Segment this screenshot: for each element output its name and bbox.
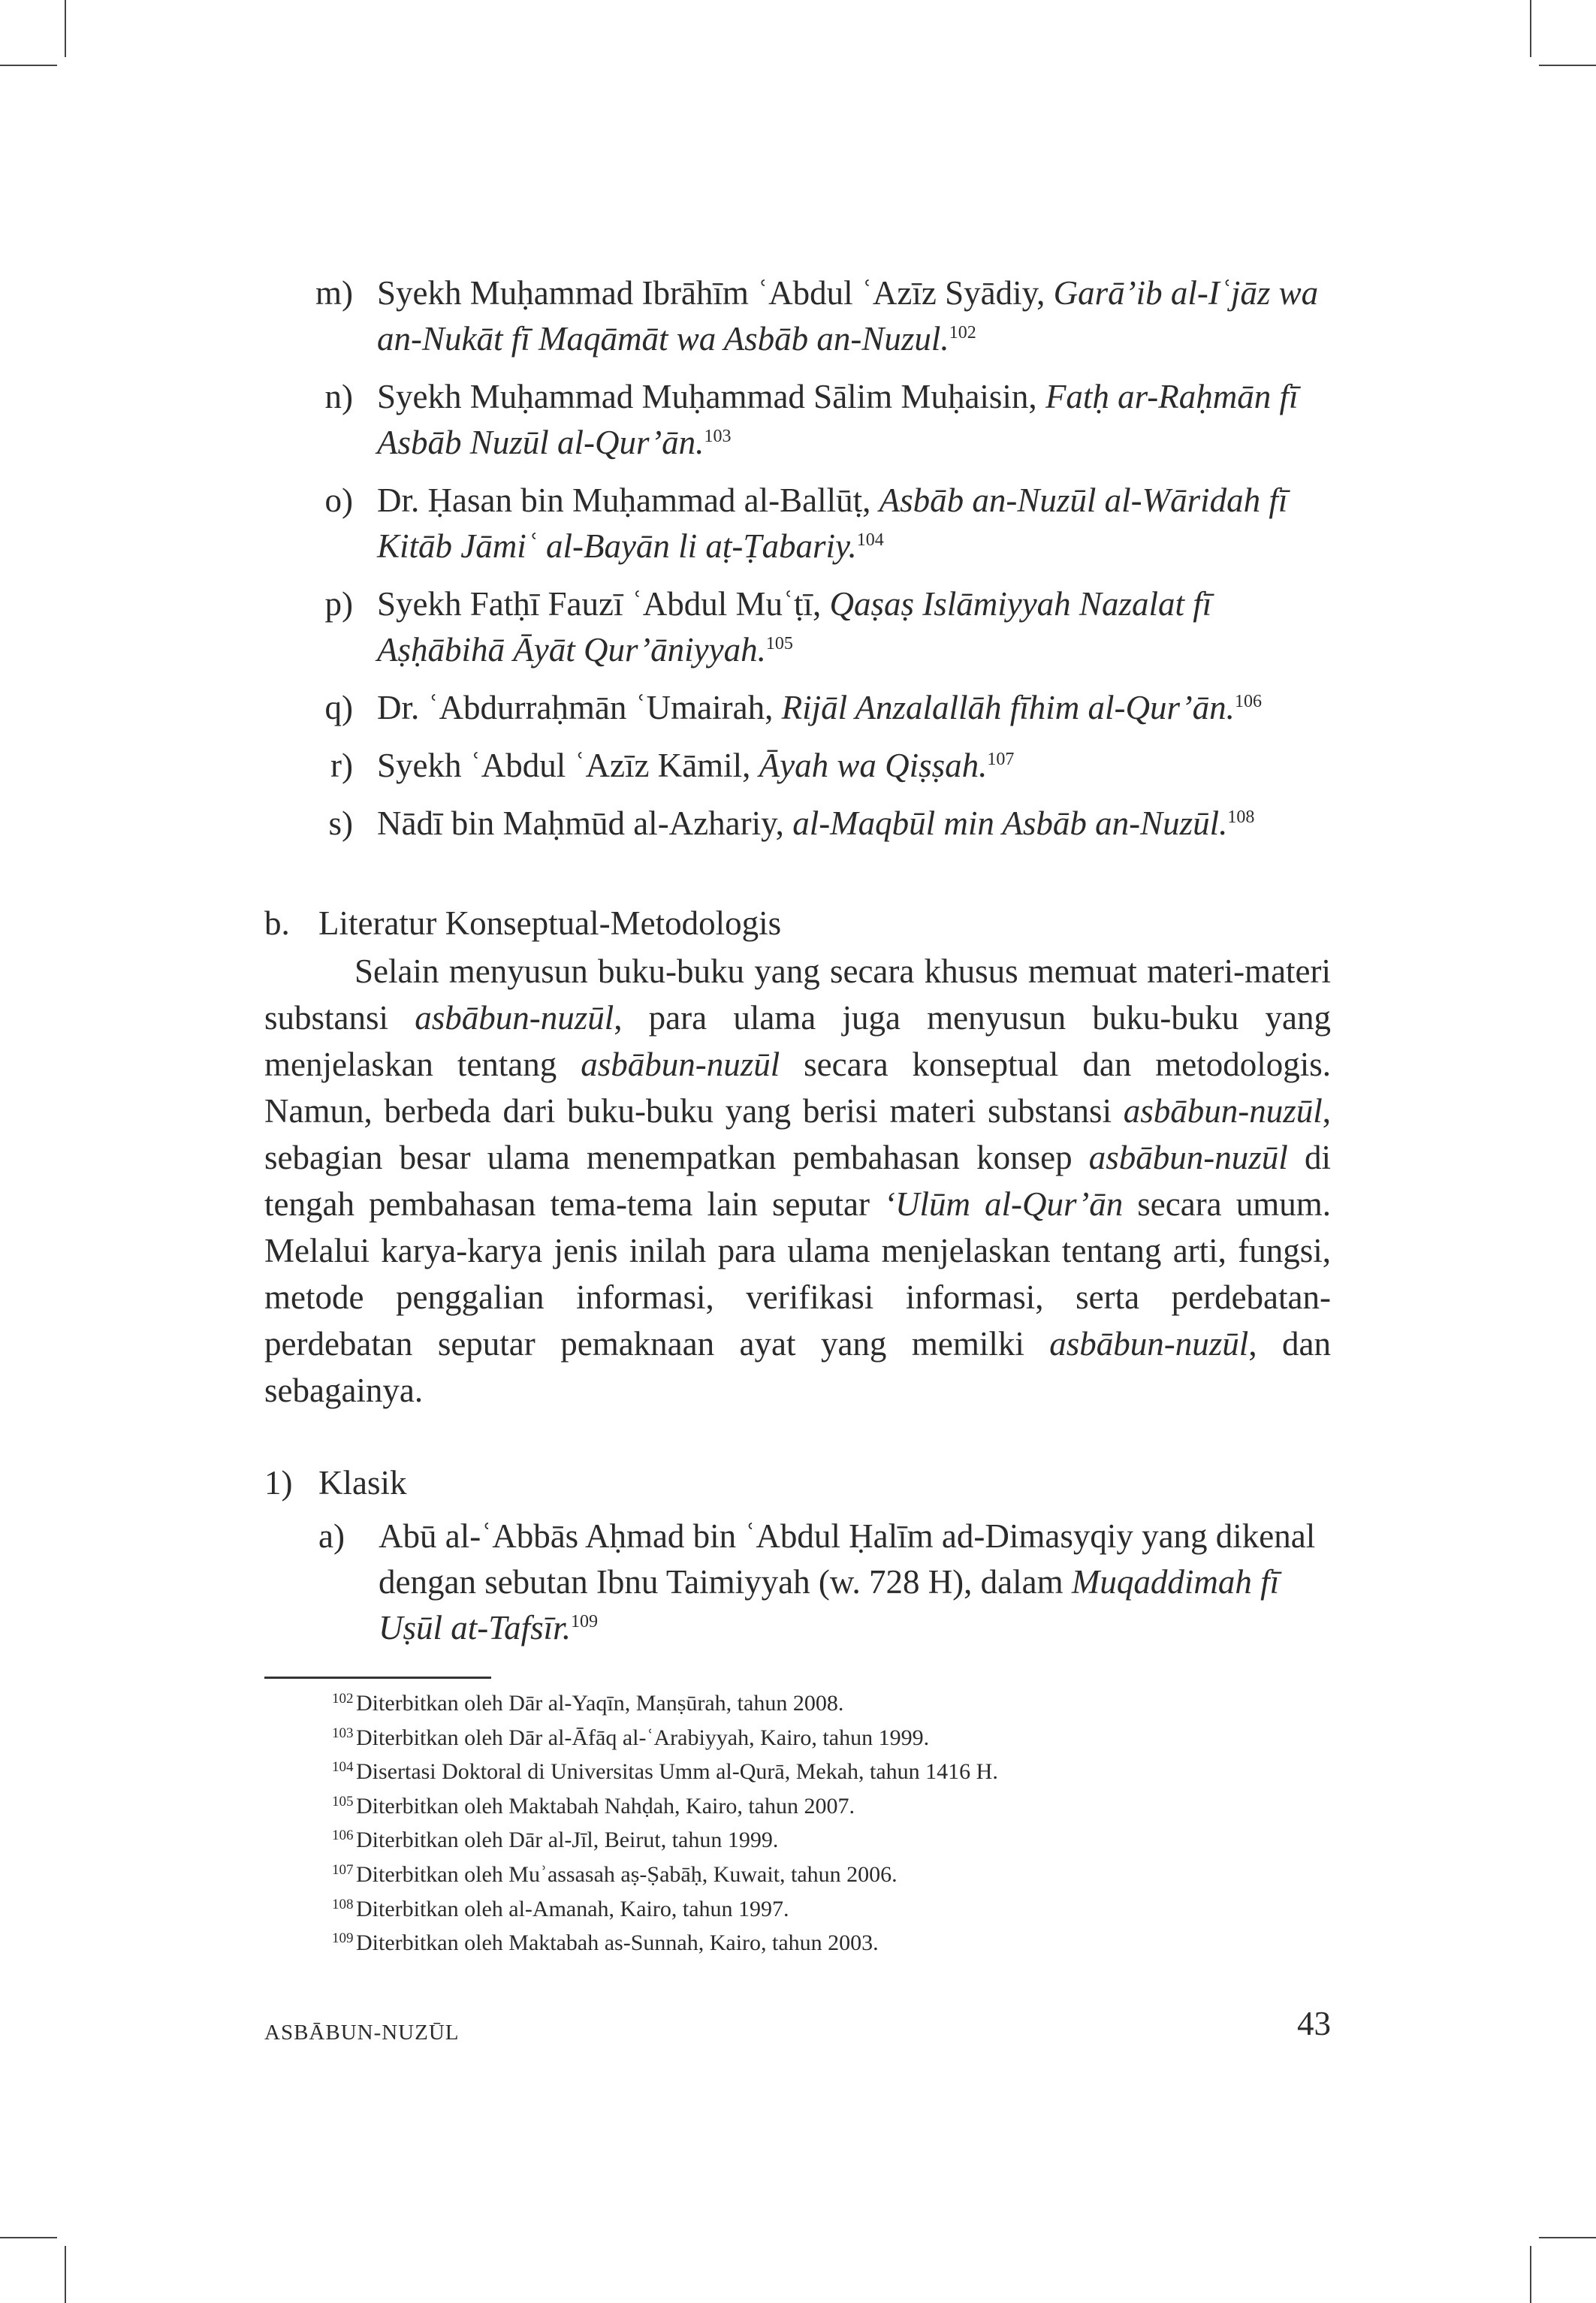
list-item — [264, 581, 1331, 673]
list-item — [264, 685, 1331, 731]
crop-mark — [0, 65, 57, 66]
list-item — [264, 801, 1331, 847]
footnote-ref[interactable]: 109 — [570, 1612, 598, 1631]
body-paragraph — [264, 948, 1331, 1414]
footnote — [264, 1789, 1331, 1824]
crop-mark — [1539, 65, 1596, 66]
item-title: al-Maqbūl min Asbāb an-Nuzūl. — [792, 804, 1228, 842]
footnote — [264, 1858, 1331, 1892]
footnote-ref[interactable]: 102 — [949, 323, 976, 343]
list-marker: m) — [315, 274, 353, 312]
footnote — [264, 1686, 1331, 1721]
paragraph-text: di tengah pembahasan tema-tema lain seputar — [264, 1139, 1331, 1223]
item-text: Syekh Fatḥī Fauzī ʿAbdul Muʿṭī, — [377, 585, 830, 623]
list-item — [264, 270, 1331, 362]
footnote-text: Diterbitkan oleh Dār al-Āfāq al-ʿArabiyyah, Kairo, tahun 1999. — [356, 1725, 930, 1750]
item-text: Dr. Ḥasan bin Muḥammad al-Ballūṭ, — [377, 481, 879, 519]
footnote-text: Disertasi Doktoral di Universitas Umm al-Qurā, Mekah, tahun 1416 H. — [356, 1759, 998, 1785]
footnote-text: Diterbitkan oleh al-Amanah, Kairo, tahun 1997. — [356, 1896, 789, 1921]
paragraph-text: , sebagian besar ulama menempatkan pembahasan konsep — [264, 1092, 1331, 1176]
item-text: Abū al-ʿAbbās Aḥmad bin ʿAbdul Ḥalīm ad-Dimasyqiy yang dikenal dengan sebutan Ibnu Taimiyyah (w. 728 H), dalam — [379, 1517, 1316, 1601]
reference-list — [264, 270, 1331, 847]
item-title: Muqaddimah fī Uṣūl at-Tafsīr. — [379, 1563, 1280, 1647]
footnote-number: 103 — [332, 1725, 354, 1741]
page-body — [264, 270, 1331, 1960]
italic-term: asbābun-nuzūl — [581, 1046, 780, 1083]
item-title: Garā’ib al-Iʿjāz wa an-Nukāt fī Maqāmāt wa Asbāb an-Nuzul. — [377, 274, 1319, 358]
italic-term: asbābun-nuzūl — [1088, 1139, 1288, 1176]
item-text: Syekh Muḥammad Muḥammad Sālim Muḥaisin, — [377, 378, 1045, 415]
footnote-number: 106 — [332, 1828, 354, 1844]
list-marker: q) — [324, 689, 353, 726]
footnote-number: 108 — [332, 1896, 354, 1912]
list-item — [264, 374, 1331, 466]
item-text: Dr. ʿAbdurraḥmān ʿUmairah, — [377, 689, 782, 726]
list-marker: p) — [324, 585, 353, 623]
footnote-ref[interactable]: 105 — [765, 634, 793, 653]
footnote-text: Diterbitkan oleh Dār al-Jīl, Beirut, tahun 1999. — [356, 1828, 779, 1853]
list-marker: n) — [324, 378, 353, 415]
footnote-number: 102 — [332, 1691, 354, 1707]
crop-mark — [65, 2246, 66, 2303]
footnote — [264, 1721, 1331, 1755]
section-title: Literatur Konseptual-Metodologis — [318, 904, 782, 942]
list-marker: r) — [330, 747, 353, 784]
list-item — [264, 478, 1331, 569]
italic-term: asbābun-nuzūl — [1123, 1092, 1323, 1130]
crop-mark — [0, 2237, 57, 2238]
section-heading — [264, 901, 1331, 946]
footnote-text: Diterbitkan oleh Maktabah as-Sunnah, Kairo, tahun 2003. — [356, 1930, 879, 1956]
list-marker: a) — [318, 1517, 345, 1555]
paragraph-text: , para ulama juga menyusun buku-buku yang menjelaskan tentang — [264, 999, 1331, 1083]
footnote-text: Diterbitkan oleh Dār al-Yaqīn, Manṣūrah, tahun 2008. — [356, 1691, 844, 1716]
footnote-rule — [264, 1677, 491, 1679]
section-marker: b. — [264, 904, 290, 942]
paragraph-text: , dan sebagainya. — [264, 1325, 1331, 1409]
footnote-ref[interactable]: 104 — [856, 530, 884, 550]
paragraph-text: Selain menyusun buku-buku yang secara khusus memuat materi-materi substansi — [264, 952, 1331, 1037]
item-text: Syekh Muḥammad Ibrāhīm ʿAbdul ʿAzīz Syādiy, — [377, 274, 1054, 312]
item-title: Āyah wa Qiṣṣah. — [759, 747, 988, 784]
crop-mark — [1530, 0, 1531, 57]
sub-list-item — [264, 1514, 1331, 1651]
footnote-number: 107 — [332, 1861, 354, 1878]
list-item — [264, 743, 1331, 789]
footnote — [264, 1892, 1331, 1927]
footnote-number: 104 — [332, 1759, 354, 1776]
footnote — [264, 1823, 1331, 1858]
list-marker: s) — [328, 804, 353, 842]
item-text: Nādī bin Maḥmūd al-Azhariy, — [377, 804, 793, 842]
item-title: Fatḥ ar-Raḥmān fī Asbāb Nuzūl al-Qur’ān. — [377, 378, 1299, 461]
item-title: Asbāb an-Nuzūl al-Wāridah fī Kitāb Jāmiʿ al-Bayān li aṭ-Ṭabariy. — [377, 481, 1288, 565]
item-text: Syekh ʿAbdul ʿAzīz Kāmil, — [377, 747, 759, 784]
footnote — [264, 1755, 1331, 1789]
italic-term: asbābun-nuzūl — [415, 999, 614, 1037]
footnote — [264, 1926, 1331, 1960]
footnote-text: Diterbitkan oleh Maktabah Nahḍah, Kairo, tahun 2007. — [356, 1793, 855, 1819]
footnote-ref[interactable]: 107 — [987, 750, 1015, 769]
footnote-ref[interactable]: 108 — [1227, 807, 1255, 827]
item-title: Qaṣaṣ Islāmiyyah Nazalat fī Aṣḥābihā Āyāt Qur’āniyyah. — [377, 585, 1212, 669]
footnote-ref[interactable]: 103 — [704, 427, 732, 446]
subsection-title: Klasik — [318, 1464, 407, 1502]
item-title: Rijāl Anzalallāh fīhim al-Qur’ān. — [781, 689, 1235, 726]
footnotes — [264, 1686, 1331, 1960]
footnote-number: 105 — [332, 1793, 354, 1810]
crop-mark — [1530, 2246, 1531, 2303]
crop-mark — [1539, 2237, 1596, 2238]
list-marker: o) — [324, 481, 353, 519]
paragraph-text: secara konseptual dan metodologis. Namun, berbeda dari buku-buku yang berisi materi substansi — [264, 1046, 1331, 1130]
footnote-number: 109 — [332, 1930, 354, 1947]
subsection-marker: 1) — [264, 1464, 293, 1502]
italic-term: ‘Ulūm al-Qur’ān — [884, 1185, 1124, 1223]
italic-term: asbābun-nuzūl — [1049, 1325, 1249, 1363]
subsection-heading — [264, 1460, 1331, 1506]
footnote-text: Diterbitkan oleh Muʾassasah aṣ-Ṣabāḥ, Kuwait, tahun 2006. — [356, 1861, 898, 1887]
crop-mark — [65, 0, 66, 57]
paragraph-text: secara umum. Melalui karya-karya jenis inilah para ulama menjelaskan tentang arti, fungsi, metode penggalian informasi, verifikasi informasi, serta perdebatan-perdebatan seputar pemaknaan ayat yang memilki — [264, 1185, 1331, 1363]
page-number: 43 — [1297, 2005, 1331, 2042]
running-title: ASBĀBUN-NUZŪL — [264, 2021, 460, 2045]
footnote-ref[interactable]: 106 — [1234, 692, 1262, 711]
